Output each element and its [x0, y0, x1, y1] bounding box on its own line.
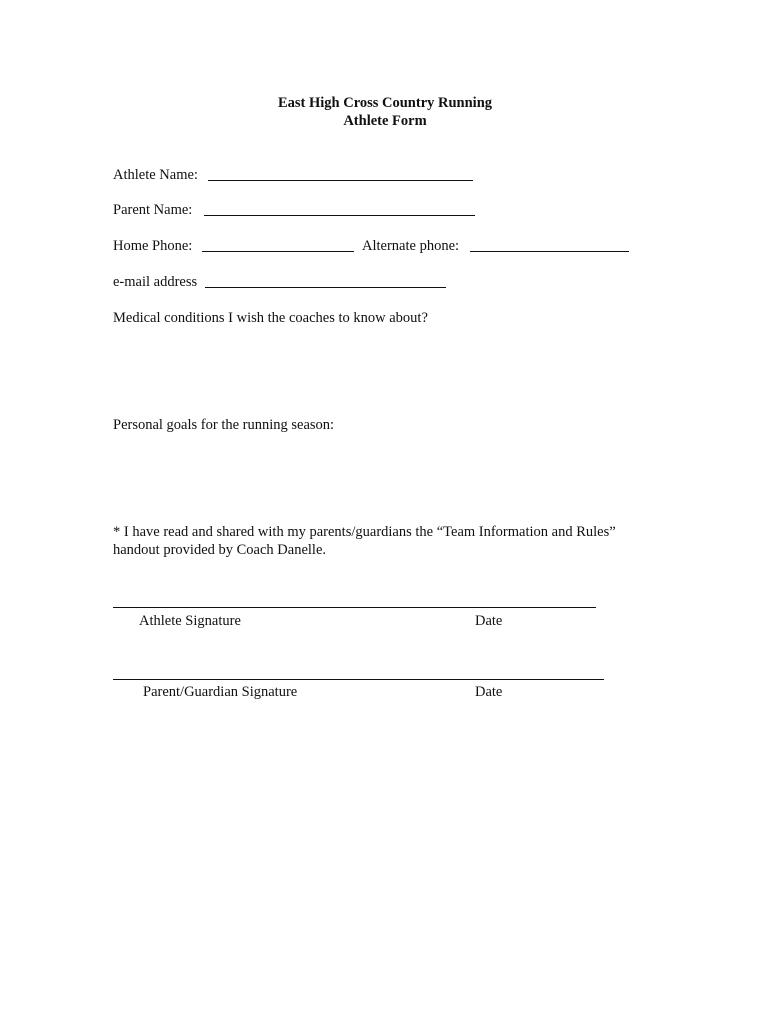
acknowledgement-line-1: * I have read and shared with my parents/guardians the “Team Information and Rules” — [113, 524, 616, 540]
athlete-name-label: Athlete Name: — [113, 167, 198, 183]
goals-question: Personal goals for the running season: — [113, 417, 335, 433]
parent-signature-label: Parent/Guardian Signature — [143, 684, 298, 700]
form-title: East High Cross Country Running — [277, 95, 493, 111]
medical-question: Medical conditions I wish the coaches to know about? — [113, 310, 428, 326]
parent-name-label: Parent Name: — [113, 202, 193, 218]
form-subtitle: Athlete Form — [343, 113, 427, 129]
parent-name-line[interactable] — [204, 215, 475, 216]
home-phone-label: Home Phone: — [113, 238, 193, 254]
athlete-name-line[interactable] — [208, 180, 473, 181]
home-phone-line[interactable] — [202, 251, 354, 252]
email-line[interactable] — [205, 287, 446, 288]
parent-date-label: Date — [475, 684, 503, 700]
acknowledgement-line-2: handout provided by Coach Danelle. — [113, 542, 327, 558]
alternate-phone-line[interactable] — [470, 251, 629, 252]
athlete-signature-line[interactable] — [113, 607, 596, 608]
alternate-phone-label: Alternate phone: — [362, 238, 460, 254]
athlete-signature-label: Athlete Signature — [139, 613, 241, 629]
athlete-date-label: Date — [475, 613, 503, 629]
parent-signature-line[interactable] — [113, 679, 604, 680]
email-label: e-mail address — [113, 274, 198, 290]
